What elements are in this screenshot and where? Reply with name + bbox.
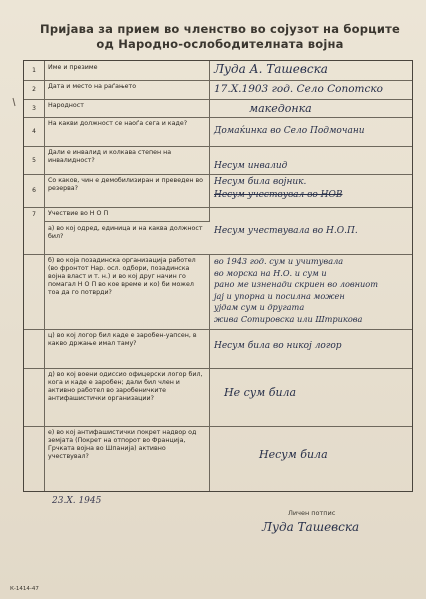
row-answer: Несум била војник.: [214, 177, 307, 187]
answer-line: во морска на Н.О. и сум и: [214, 267, 327, 278]
pencil-mark: [12, 92, 17, 102]
row-question: На какви должност се наоѓа сега и каде?: [44, 117, 210, 146]
row-number: [24, 329, 45, 368]
row-5: [24, 146, 412, 175]
row-question: б) во која позадинска организација работел (во фронтот Нар. осл. одбори, позадинска војна власт и т. н.) и во кој друг начин го помагал Н О П во кое време и ко) би можел тоа да го потврди?: [44, 254, 210, 329]
row-answer: 17.Х.1903 год. Село Сопотско: [214, 83, 383, 95]
row-question: ц) во кој логор бил каде е заробен-уапсен, в какво држање имал таму?: [44, 329, 210, 368]
row-question: Учествие во Н О П: [44, 207, 210, 221]
row-question: д) во кој воени одиссио офицерски логор бил, кога и каде е заробен; дали бил член и активно работел во заробеничките антифашистички организации?: [44, 368, 210, 426]
row-number: 4: [24, 117, 45, 146]
row-number: 6: [24, 174, 45, 207]
row-answer-struck: Несум учествувал во НОВ: [214, 190, 343, 200]
row-answer: Луда А. Ташевска: [214, 62, 328, 76]
row-answer: Несум учествувала во Н.О.П.: [214, 226, 358, 236]
row-question: Име и презиме: [44, 61, 210, 80]
row-2: [24, 80, 412, 100]
row-question: Народност: [44, 99, 210, 117]
row-question: е) во кој антифашистички покрет надвор од земјата (Покрет на отпорот во Франција, Грчката војна во Шпанија) активно учествувал?: [44, 426, 210, 491]
row-7e: [24, 426, 412, 491]
row-answer: македонка: [249, 102, 312, 115]
row-question: Дали е инвалид и колкава степен на инвалидност?: [44, 146, 210, 174]
answer-line: рано ме изненади скриен во ловниот: [214, 279, 378, 289]
row-answer: Не сум била: [224, 386, 297, 399]
row-1: [24, 61, 412, 81]
row-4: [24, 117, 412, 147]
row-answer: Несум била во никој логор: [214, 341, 342, 351]
handwritten-signature: Луда Ташевска: [262, 520, 360, 534]
row-number: [24, 368, 45, 426]
form-date: 23.X. 1945: [52, 496, 102, 506]
title-line-2: од Народно-ослободителната војна: [96, 37, 344, 51]
row-answer: Несум инвалид: [214, 161, 288, 171]
form-table: [23, 60, 413, 492]
row-number: 2: [24, 80, 45, 99]
row-number: [24, 254, 45, 329]
title-line-1: Пријава за прием во членство во сојузот на борците: [40, 22, 400, 36]
row-subquestion: а) во кој одред, единица и на каква должност бил?: [44, 221, 210, 254]
row-answer: Домаќинка во Село Подмочани: [214, 126, 365, 136]
row-6: [24, 174, 412, 208]
row-7c: [24, 329, 412, 369]
row-number: 7: [24, 207, 45, 254]
row-question: Со каков, чин е демобилизиран и преведен во резерва?: [44, 174, 210, 207]
row-number: 3: [24, 99, 45, 117]
answer-line: во 1943 год. сум и учитувала: [214, 256, 344, 266]
row-7d: [24, 368, 412, 427]
row-question: Дата и место на раѓањето: [44, 80, 210, 99]
row-number: 1: [24, 61, 45, 80]
form-title: [30, 22, 410, 52]
row-number: [24, 426, 45, 491]
answer-line: јај и упорна и посилна можен: [214, 290, 345, 301]
row-answer: Несум била: [259, 448, 328, 461]
signature-label: Личен потпис: [288, 509, 336, 517]
row-7: [24, 207, 412, 255]
row-number: 5: [24, 146, 45, 174]
row-3: [24, 99, 412, 118]
row-7b: [24, 254, 412, 330]
answer-line: жива Сотировска или Штрикова: [214, 313, 363, 324]
answer-line: ујдам сум и другата: [214, 302, 305, 312]
row-answer-multiline: [214, 256, 410, 325]
form-code: К-1414-47: [10, 586, 39, 592]
